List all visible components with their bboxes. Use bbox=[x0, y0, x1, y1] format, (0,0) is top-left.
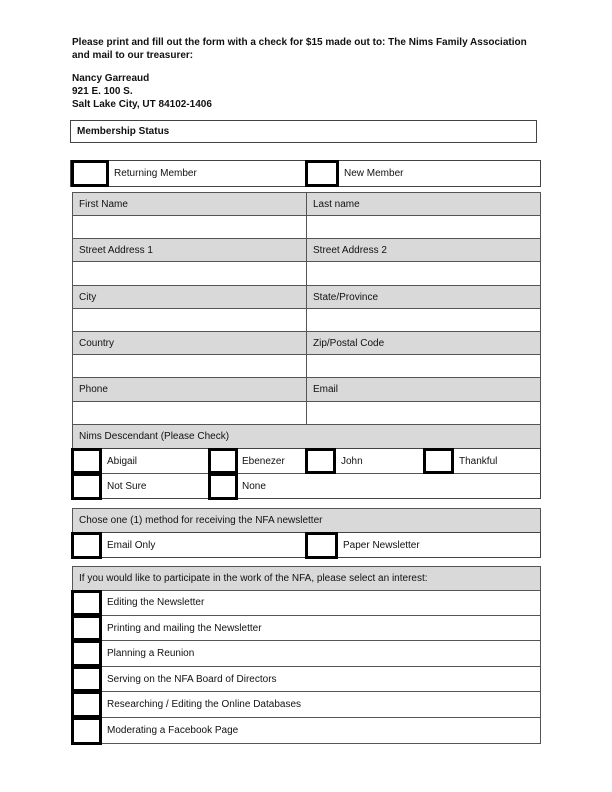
new-member-checkbox[interactable] bbox=[305, 160, 339, 187]
street-address-2-label: Street Address 2 bbox=[306, 238, 541, 262]
none-checkbox[interactable] bbox=[208, 473, 238, 500]
zip-postal-code-field[interactable] bbox=[306, 354, 541, 378]
thankful-label: Thankful bbox=[459, 456, 498, 467]
interest-label-board-of-directors: Serving on the NFA Board of Directors bbox=[107, 674, 277, 685]
interest-checkbox-board-of-directors[interactable] bbox=[71, 666, 102, 692]
phone-field[interactable] bbox=[72, 401, 307, 425]
interest-checkbox-facebook-page[interactable] bbox=[71, 717, 102, 745]
john-checkbox[interactable] bbox=[305, 448, 336, 474]
not-sure-label: Not Sure bbox=[107, 481, 147, 492]
interest-label-facebook-page: Moderating a Facebook Page bbox=[107, 725, 239, 736]
country-field[interactable] bbox=[72, 354, 307, 378]
city-label: City bbox=[72, 285, 307, 309]
first-name-label: First Name bbox=[72, 192, 307, 216]
treasurer-street: 921 E. 100 S. bbox=[72, 86, 133, 97]
street-address-1-field[interactable] bbox=[72, 261, 307, 286]
interest-checkbox-editing-newsletter[interactable] bbox=[71, 590, 102, 616]
street-address-2-field[interactable] bbox=[306, 261, 541, 286]
membership-status-heading: Membership Status bbox=[70, 120, 537, 143]
interest-label-printing-mailing: Printing and mailing the Newsletter bbox=[107, 623, 262, 634]
last-name-label: Last name bbox=[306, 192, 541, 216]
ebenezer-label: Ebenezer bbox=[242, 456, 285, 467]
interest-checkbox-online-databases[interactable] bbox=[71, 691, 102, 718]
treasurer-city: Salt Lake City, UT 84102-1406 bbox=[72, 99, 212, 110]
paper-newsletter-label: Paper Newsletter bbox=[343, 540, 420, 551]
none-label: None bbox=[242, 481, 266, 492]
city-field[interactable] bbox=[72, 308, 307, 332]
zip-postal-code-label: Zip/Postal Code bbox=[306, 331, 541, 355]
abigail-checkbox[interactable] bbox=[71, 448, 102, 474]
interest-label-online-databases: Researching / Editing the Online Databases bbox=[107, 699, 302, 710]
street-address-1-label: Street Address 1 bbox=[72, 238, 307, 262]
phone-label: Phone bbox=[72, 377, 307, 402]
ebenezer-checkbox[interactable] bbox=[208, 448, 238, 474]
email-label: Email bbox=[306, 377, 541, 402]
email-only-checkbox[interactable] bbox=[71, 532, 102, 559]
interests-heading: If you would like to participate in the work of the NFA, please select an interest: bbox=[72, 566, 541, 591]
first-name-field[interactable] bbox=[72, 215, 307, 239]
state-province-label: State/Province bbox=[306, 285, 541, 309]
interest-checkbox-printing-mailing[interactable] bbox=[71, 615, 102, 641]
treasurer-name: Nancy Garreaud bbox=[72, 73, 150, 84]
last-name-field[interactable] bbox=[306, 215, 541, 239]
interest-checkbox-planning-reunion[interactable] bbox=[71, 640, 102, 667]
instructions-text: Please print and fill out the form with a check for $15 made out to: The Nims Family Association and mail to our treasurer: bbox=[72, 37, 527, 61]
john-label: John bbox=[341, 456, 363, 467]
abigail-label: Abigail bbox=[107, 456, 138, 467]
email-only-label: Email Only bbox=[107, 540, 156, 551]
treasurer-address bbox=[72, 72, 212, 111]
returning-member-checkbox[interactable] bbox=[71, 160, 109, 187]
returning-member-label: Returning Member bbox=[114, 168, 197, 179]
country-label: Country bbox=[72, 331, 307, 355]
paper-newsletter-checkbox[interactable] bbox=[305, 532, 338, 559]
descendant-heading: Nims Descendant (Please Check) bbox=[72, 424, 541, 449]
interest-label-planning-reunion: Planning a Reunion bbox=[107, 648, 195, 659]
thankful-checkbox[interactable] bbox=[423, 448, 454, 474]
newsletter-heading: Chose one (1) method for receiving the NFA newsletter bbox=[72, 508, 541, 533]
new-member-label: New Member bbox=[344, 168, 404, 179]
state-province-field[interactable] bbox=[306, 308, 541, 332]
not-sure-checkbox[interactable] bbox=[71, 473, 102, 500]
interest-label-editing-newsletter: Editing the Newsletter bbox=[107, 597, 205, 608]
email-field[interactable] bbox=[306, 401, 541, 425]
